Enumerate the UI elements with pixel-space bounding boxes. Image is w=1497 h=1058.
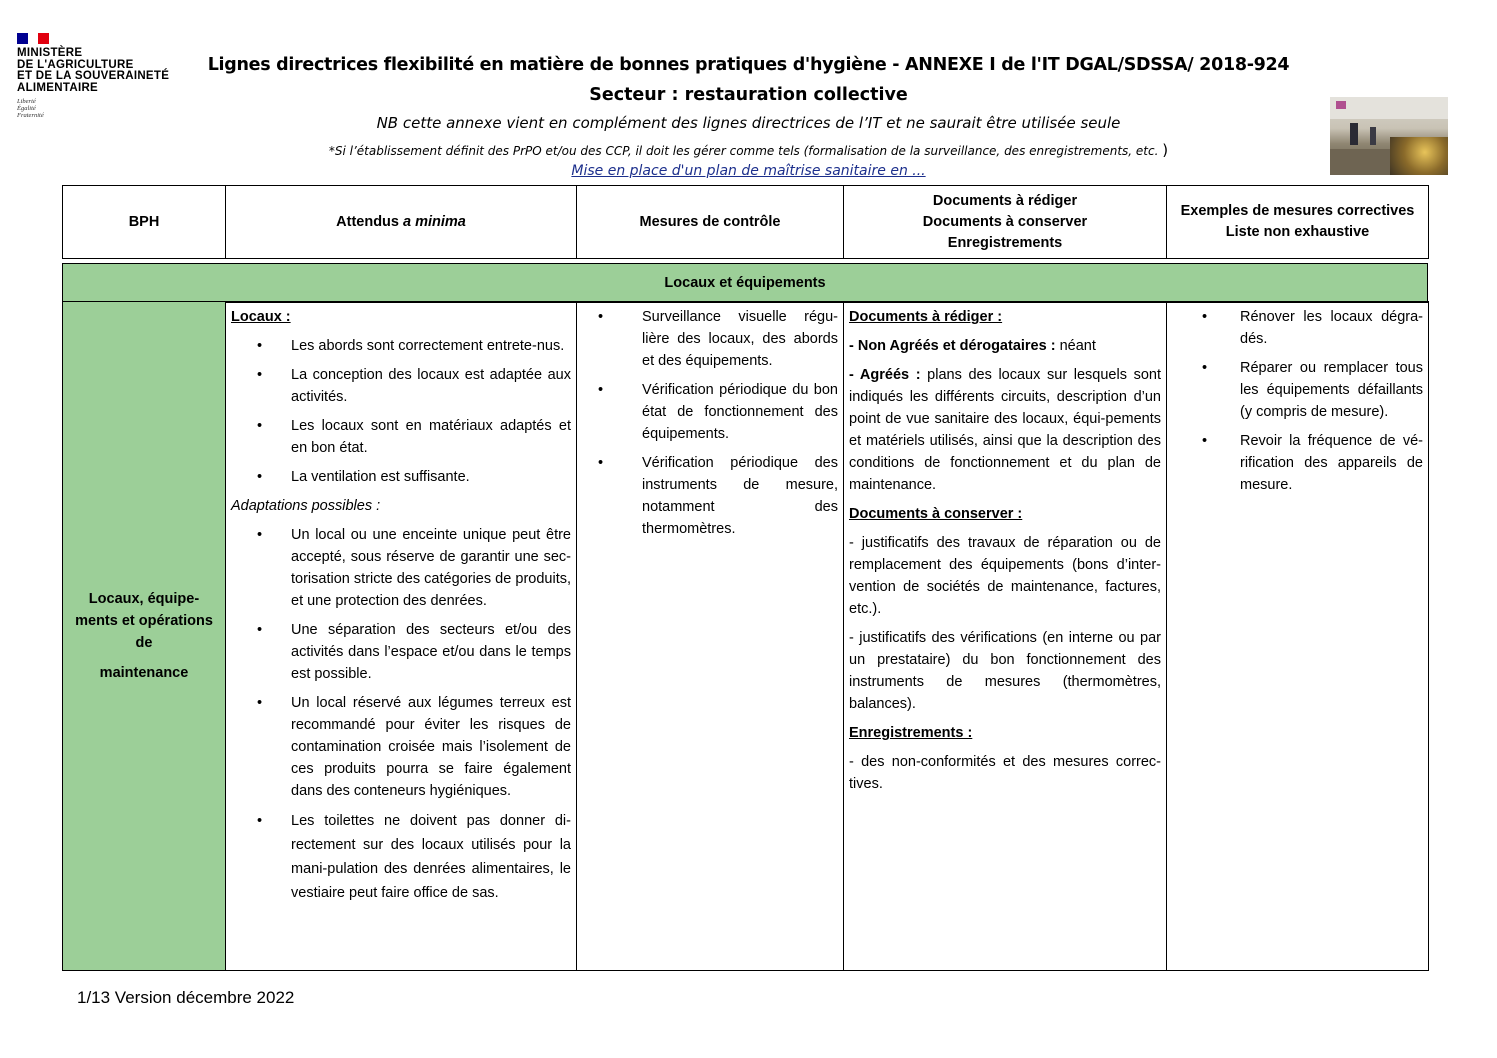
list-item-text: Les abords sont correctement entrete-nus. — [291, 338, 565, 354]
prpo-note — [150, 141, 1347, 159]
list-item: • Un local réservé aux légumes terreux est recommandé pour éviter les risques de contamination croisée mais l’isolement de ces produits pourra se faire également dans des conteneurs hygiéniques. — [231, 692, 571, 802]
list-item-text: Surveillance visuelle régu-lière des locaux, des abords et des équipements. — [642, 309, 838, 369]
attendus-cell — [226, 302, 577, 971]
list-item: • Un local ou une enceinte unique peut être accepté, sous réserve de garantir une sec-torisation stricte des catégories de produits, et une protection des denrées. — [231, 524, 571, 612]
conserver-item: - justificatifs des vérifications (en interne ou par un prestataire) du bon fonctionnement des instruments de mesures (thermomètres, balances). — [849, 630, 1161, 712]
exemples-label: Liste non exhaustive — [1225, 224, 1370, 240]
documents-cell — [844, 302, 1167, 971]
ministry-line: MINISTÈRE — [17, 47, 83, 59]
list-item: • La conception des locaux est adaptée aux activités. — [231, 364, 571, 408]
section-title: Locaux et équipements — [63, 264, 1428, 303]
column-header-mesures — [577, 186, 844, 259]
page-footer: 1/13 Version décembre 2022 — [77, 988, 295, 1007]
exemples-label: Exemples de mesures correctives — [1180, 203, 1415, 219]
ministry-line: ET DE LA SOUVERAINETÉ — [17, 70, 170, 82]
list-item-text: Vérification périodique des instruments de mesure, notamment des thermomètres. — [642, 455, 838, 537]
list-item: • Surveillance visuelle régu-lière des locaux, des abords et des équipements. — [582, 306, 838, 372]
enregistrements-item: - des non-conformités et des mesures correc-tives. — [849, 754, 1161, 792]
list-item-text: Une séparation des secteurs et/ou des activités dans l’espace et/ou dans le temps est possible. — [291, 622, 571, 682]
documents-conserver-heading: Documents à conserver : — [849, 506, 1023, 522]
list-item: • Rénover les locaux dégra-dés. — [1172, 306, 1423, 350]
prpo-note-text: *Si l’établissement définit des PrPO et/ou des CCP, il doit les gérer comme tels (formalisation de la surveillance, des enregistrements, etc. — [328, 144, 1159, 158]
documents-label: Documents à rédiger — [932, 192, 1078, 209]
non-agrees-value: néant — [1055, 338, 1096, 354]
bph-line: ments et opérations — [75, 613, 213, 629]
list-item-text: Les locaux sont en matériaux adaptés et en bon état. — [291, 418, 571, 456]
content-table — [62, 301, 1429, 971]
column-header-attendus — [226, 186, 577, 259]
attendus-italic: a minima — [403, 213, 466, 230]
nb-note: NB cette annexe vient en complément des lignes directrices de l’IT et ne saurait être utilisée seule — [376, 114, 1121, 132]
document-subtitle: Secteur : restauration collective — [589, 85, 908, 105]
non-agrees-label: - Non Agréés et dérogataires : — [849, 338, 1056, 354]
section-band — [62, 263, 1428, 303]
bph-line: maintenance — [99, 665, 189, 681]
list-item: • Vérification périodique du bon état de fonctionnement des équipements. — [582, 379, 838, 445]
list-item-text: Réparer ou remplacer tous les équipements défaillants (y compris de mesure). — [1240, 360, 1423, 420]
ministry-line: ALIMENTAIRE — [17, 81, 99, 94]
plan-link[interactable]: Mise en place d'un plan de maîtrise sanitaire en ... — [571, 163, 926, 179]
list-item-text: Les toilettes ne doivent pas donner di-rectement sur des locaux utilisés pour la mani-pulation des denrées alimentaires, le vestiaire peut faire office de sas. — [291, 813, 571, 901]
list-item-text: La conception des locaux est adaptée aux activités. — [291, 367, 571, 405]
motto-line: Liberté — [17, 98, 36, 105]
list-item: • La ventilation est suffisante. — [231, 466, 571, 488]
motto-line: Fraternité — [17, 112, 44, 119]
list-item-text: Un local ou une enceinte unique peut être accepté, sous réserve de garantir une sec-torisation stricte des catégories de produits, et une protection des denrées. — [291, 527, 571, 609]
mesures-cell — [577, 302, 844, 971]
bph-cell — [63, 302, 226, 971]
exemples-cell — [1167, 302, 1429, 971]
list-item-text: Revoir la fréquence de vé-rification des appareils de mesure. — [1240, 433, 1423, 493]
attendus-label: Attendus — [336, 213, 403, 230]
column-header-documents — [844, 186, 1167, 259]
list-item: • Une séparation des secteurs et/ou des activités dans l’espace et/ou dans le temps est possible. — [231, 619, 571, 685]
bph-line: Locaux, équipe- — [88, 591, 200, 607]
list-item-text: Un local réservé aux légumes terreux est recommandé pour éviter les risques de contamination croisée mais l’isolement de ces produits pourra se faire également dans des conteneurs hygiéniques. — [291, 695, 571, 799]
list-item: • Les locaux sont en matériaux adaptés et en bon état. — [231, 415, 571, 459]
conserver-item: - justificatifs des travaux de réparation ou de remplacement des équipements (bons d’inter-vention de sociétés de maintenance, factures, etc.). — [849, 535, 1161, 617]
mesures-label: Mesures de contrôle — [639, 213, 781, 230]
documents-label: Documents à conserver — [922, 213, 1088, 230]
motto-line: Égalité — [17, 105, 36, 112]
agrees-value: plans des locaux sur lesquels sont indiqués les différents circuits, description d’un point de vue sanitaire des locaux, équi-pements et matériels utilisés, ainsi que la description des conditions de fonctionnement et du plan de maintenance. — [849, 367, 1161, 493]
table-row — [63, 302, 1429, 971]
documents-label: Enregistrements — [947, 234, 1063, 251]
list-item: • Revoir la fréquence de vé-rification des appareils de mesure. — [1172, 430, 1423, 496]
list-item-text: Vérification périodique du bon état de fonctionnement des équipements. — [642, 382, 838, 442]
ministry-logo — [17, 33, 187, 119]
adaptations-heading: Adaptations possibles : — [231, 498, 381, 514]
list-item-text: Rénover les locaux dégra-dés. — [1240, 309, 1423, 347]
bph-line: de — [135, 635, 153, 651]
locaux-heading: Locaux : — [231, 309, 291, 325]
column-header-table — [62, 185, 1429, 259]
french-flag-icon — [17, 33, 49, 44]
canteen-photo — [1330, 97, 1448, 175]
documents-rediger-heading: Documents à rédiger : — [849, 309, 1003, 325]
list-item: • Réparer ou remplacer tous les équipements défaillants (y compris de mesure). — [1172, 357, 1423, 423]
list-item-text: La ventilation est suffisante. — [291, 469, 470, 485]
list-item: • Les abords sont correctement entrete-nus. — [231, 335, 571, 357]
agrees-label: - Agréés : — [849, 367, 921, 383]
document-title: Lignes directrices flexibilité en matière de bonnes pratiques d'hygiène - ANNEXE I de l'IT DGAL/SDSSA/ 2018-924 — [207, 55, 1290, 75]
ministry-line: DE L'AGRICULTURE — [17, 58, 134, 71]
list-item: • Les toilettes ne doivent pas donner di-rectement sur des locaux utilisés pour la mani-pulation des denrées alimentaires, le vestiaire peut faire office de sas. — [231, 809, 571, 905]
enregistrements-heading: Enregistrements : — [849, 725, 973, 741]
column-header-exemples — [1167, 186, 1429, 259]
list-item: • Vérification périodique des instruments de mesure, notamment des thermomètres. — [582, 452, 838, 540]
prpo-note-close: ) — [1162, 141, 1169, 159]
column-header-bph — [63, 186, 226, 259]
bph-label: BPH — [128, 213, 160, 230]
